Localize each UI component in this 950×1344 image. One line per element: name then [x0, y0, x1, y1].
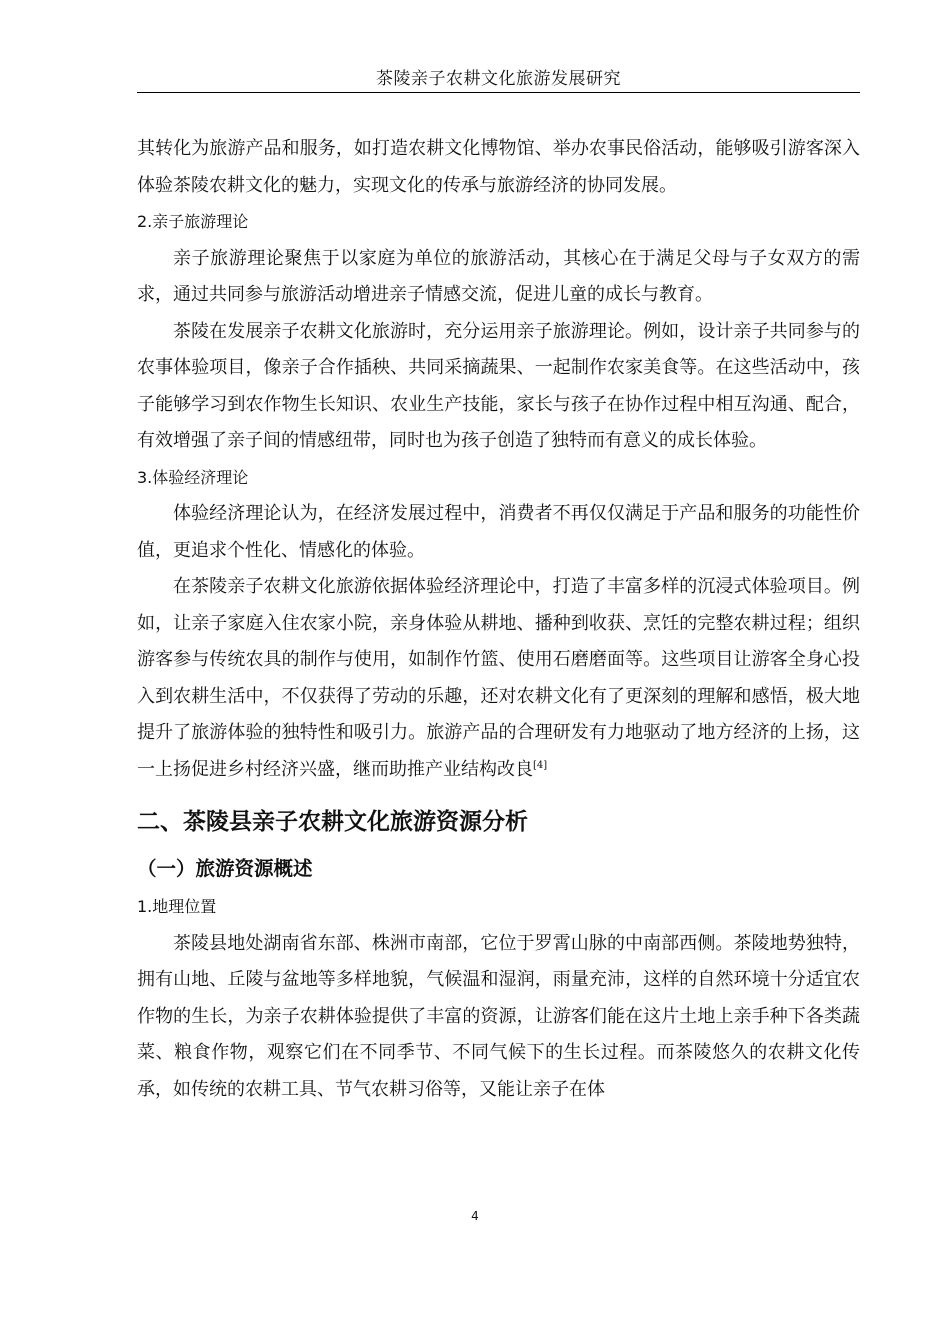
citation-marker: [4]	[533, 759, 548, 771]
subsection-heading: 1.地理位置	[137, 897, 217, 916]
body-paragraph: 茶陵县地处湖南省东部、株洲市南部，它位于罗霄山脉的中南部西侧。茶陵地势独特，拥有山地、丘陵与盆地等多样地貌，气候温和湿润，雨量充沛，这样的自然环境十分适宜农作物的生长，为亲子农耕体验提供了丰富的资源，让游客们能在这片土地上亲手种下各类蔬菜、粮食作物，观察它们在不同季节、不同气候下的生长过程。而茶陵悠久的农耕文化传承，如传统的农耕工具、节气农耕习俗等，又能让亲子在体	[137, 932, 860, 1100]
body-paragraph-text: 在茶陵亲子农耕文化旅游依据体验经济理论中，打造了丰富多样的沉浸式体验项目。例如，让亲子家庭入住农家小院，亲身体验从耕地、播种到收获、烹饪的完整农耕过程；组织游客参与传统农具的制作与使用，如制作竹篮、使用石磨磨面等。这些项目让游客全身心投入到农耕生活中，不仅获得了劳动的乐趣，还对农耕文化有了更深刻的理解和感悟，极大地提升了旅游体验的独特性和吸引力。旅游产品的合理研发有力地驱动了地方经济的上扬，这一上扬促进乡村经济兴盛，继而助推产业结构改良	[137, 576, 860, 780]
subsection-heading: 3.体验经济理论	[137, 467, 249, 487]
body-paragraph: 体验经济理论认为，在经济发展过程中，消费者不再仅仅满足于产品和服务的功能性价值，更追求个性化、情感化的体验。	[137, 503, 860, 561]
chapter-heading: 二、茶陵县亲子农耕文化旅游资源分析	[137, 809, 528, 835]
body-paragraph: 茶陵在发展亲子农耕文化旅游时，充分运用亲子旅游理论。例如，设计亲子共同参与的农事体验项目，像亲子合作插秧、共同采摘蔬果、一起制作农家美食等。在这些活动中，孩子能够学习到农作物生长知识、农业生产技能，家长与孩子在协作过程中相互沟通、配合，有效增强了亲子间的情感纽带，同时也为孩子创造了独特而有意义的成长体验。	[137, 320, 860, 451]
page-number: 4	[471, 1209, 479, 1223]
subsection-heading: 2.亲子旅游理论	[137, 212, 249, 231]
body-paragraph: 其转化为旅游产品和服务，如打造农耕文化博物馆、举办农事民俗活动，能够吸引游客深入体验茶陵农耕文化的魅力，实现文化的传承与旅游经济的协同发展。	[137, 138, 860, 196]
body-paragraph	[137, 569, 860, 788]
body-paragraph: 亲子旅游理论聚焦于以家庭为单位的旅游活动，其核心在于满足父母与子女双方的需求，通过共同参与旅游活动增进亲子情感交流，促进儿童的成长与教育。	[137, 247, 860, 305]
running-header: 茶陵亲子农耕文化旅游发展研究	[376, 69, 621, 89]
header-rule	[137, 92, 860, 93]
section-heading: （一）旅游资源概述	[137, 857, 313, 880]
page-body	[137, 131, 860, 1108]
